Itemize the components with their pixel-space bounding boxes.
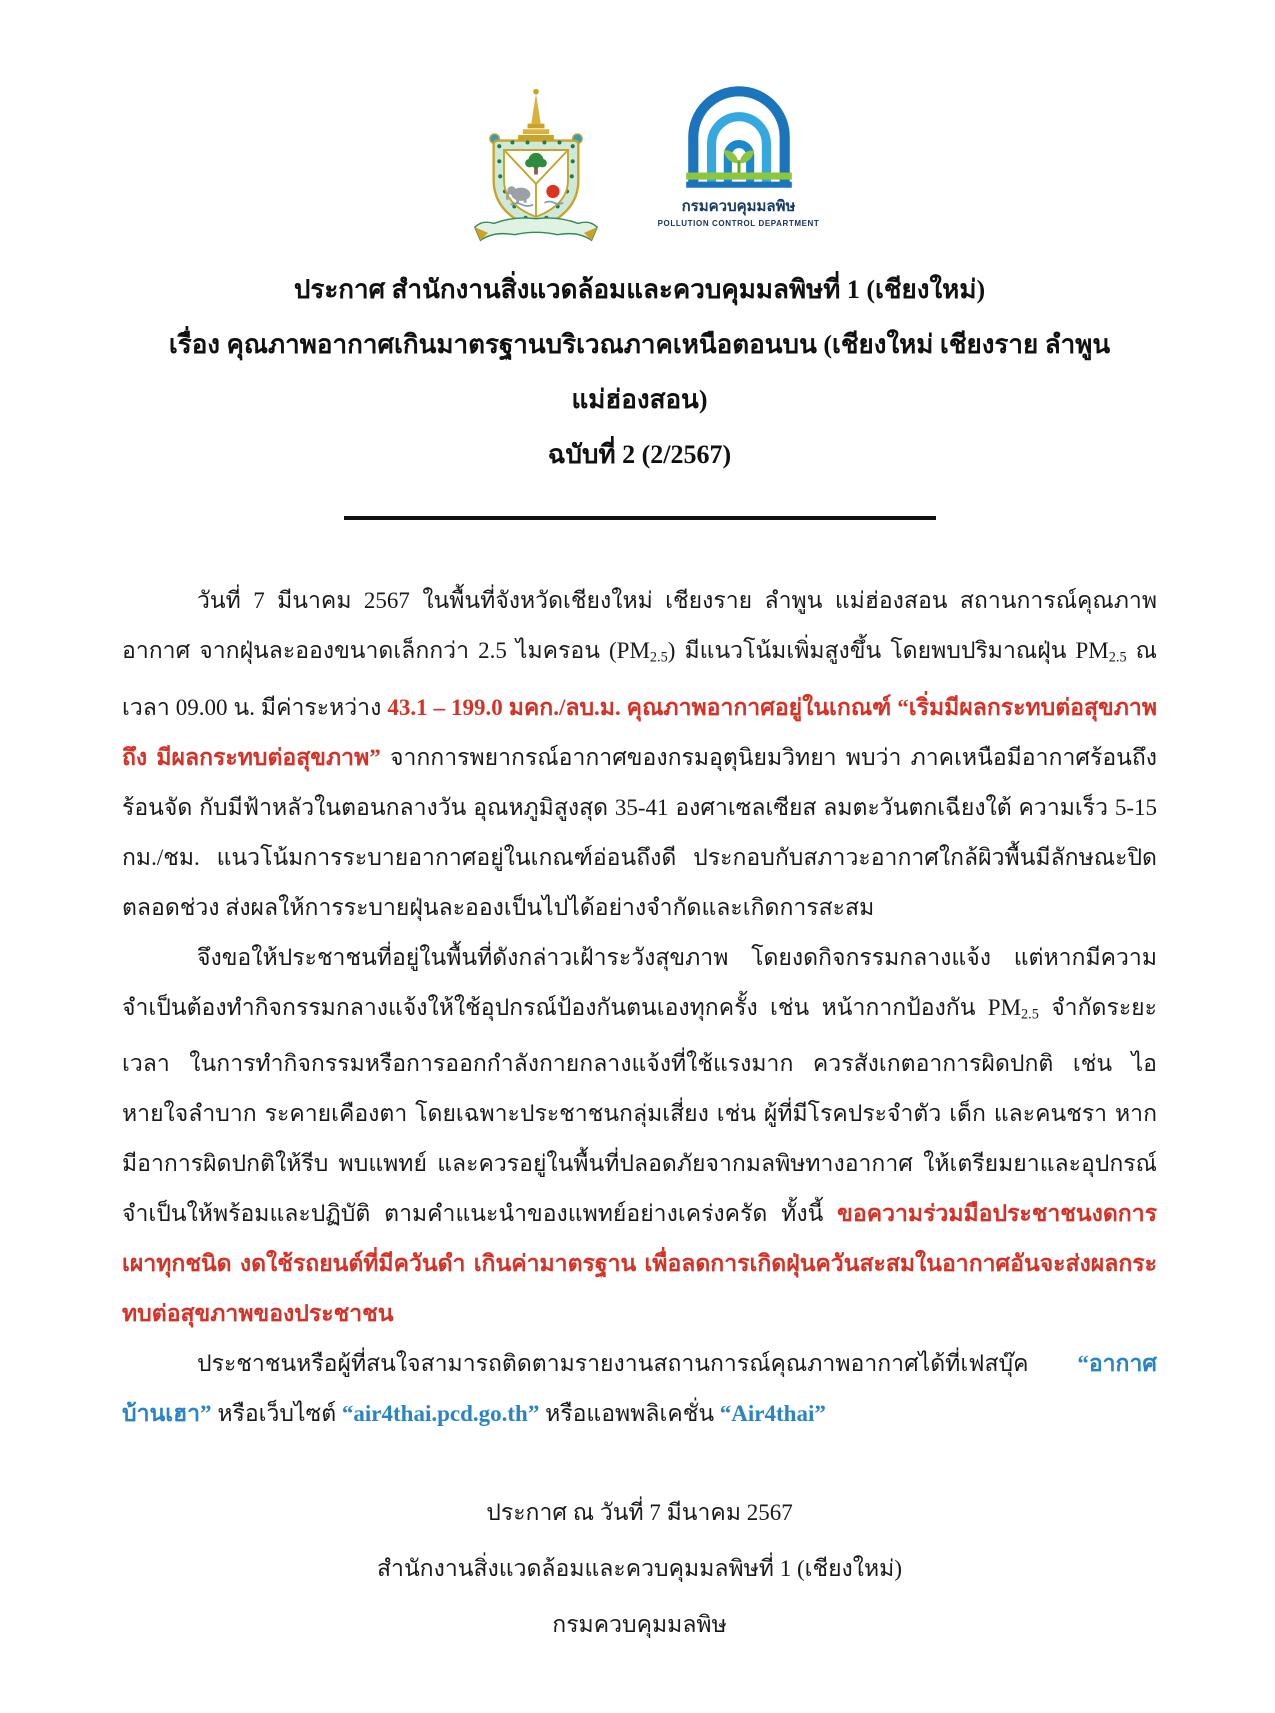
footer-date-line: ประกาศ ณ วันที่ 7 มีนาคม 2567 — [486, 1500, 793, 1526]
title-line-2: เรื่อง คุณภาพอากาศเกินมาตรฐานบริเวณภาคเหนือตอนบน (เชียงใหม่ เชียงราย ลำพูน แม่ฮ่องสอน) — [168, 330, 1111, 414]
burning-ban-emphasis: ขอความร่วมมือประชาชนงดการเผาทุกชนิด งดใช้รถยนต์ที่มีควันดำ เกินค่ามาตรฐาน เพื่อลดการเกิดฝุ่นควันสะสมในอากาศอันจะส่งผลกระทบต่อสุขภาพของประชาชน — [122, 1201, 1157, 1327]
pollution-control-department-logo — [659, 86, 819, 228]
facebook-page-link[interactable]: “อากาศบ้านเฮา” — [122, 1351, 1157, 1427]
announcement-footer — [122, 1485, 1157, 1653]
announcement-body — [122, 576, 1157, 1439]
footer-office-line: สำนักงานสิ่งแวดล้อมและควบคุมมลพิษที่ 1 (เชียงใหม่) — [377, 1556, 902, 1582]
header-logos — [122, 86, 1157, 246]
air4thai-app-link[interactable]: “Air4thai” — [719, 1401, 826, 1427]
pm25-subscript: 2.5 — [649, 649, 668, 666]
title-divider-rule — [344, 516, 936, 520]
title-line-3: ฉบับที่ 2 (2/2567) — [547, 440, 732, 469]
title-line-1: ประกาศ สำนักงานสิ่งแวดล้อมและควบคุมมลพิษที่ 1 (เชียงใหม่) — [293, 275, 986, 304]
environment-office-crest-icon — [461, 86, 611, 246]
paragraph-advice: จึงขอให้ประชาชนที่อยู่ในพื้นที่ดังกล่าวเฝ้าระวังสุขภาพ โดยงดกิจกรรมกลางแจ้ง แต่หากมีความ จำเป็นต้องทำกิจกรรมกลางแจ้งให้ใช้อุปกรณ์ป้องกันตนเองทุกครั้ง เช่น หน้ากากป้องกัน $PM_{2.5}$ จำกัดระยะเวลา ในการทำกิจกรรมหรือการออกกำลังกายกลางแจ้งที่ใช้แรงมาก ควรสังเกตอาการผิดปกติ เช่น ไอ หายใจลำบาก ระคายเคืองตา โดยเฉพาะประชาชนกลุ่มเสี่ยง เช่น ผู้ที่มีโรคประจำตัว เด็ก และคนชรา หากมีอาการผิดปกติให้รีบ พบแพทย์ และควรอยู่ในพื้นที่ปลอดภัยจากมลพิษทางอากาศ ให้เตรียมยาและอุปกรณ์จำเป็นให้พร้อมและปฏิบัติ ตามคำแนะนำของแพทย์อย่างเคร่งครัด ทั้งนี้ ขอความร่วมมือประชาชนงดการเผาทุกชนิด งดใช้รถยนต์ที่มีควันดำ เกินค่ามาตรฐาน เพื่อลดการเกิดฝุ่นควันสะสมในอากาศอันจะส่งผลกระทบต่อสุขภาพของประชาชน — [122, 944, 1157, 1327]
aqi-range-emphasis: 43.1 – 199.0 มคก./ลบ.ม. คุณภาพอากาศอยู่ในเกณฑ์ “เริ่มมีผลกระทบต่อสุขภาพ ถึง มีผลกระทบต่อสุขภาพ” — [122, 694, 1157, 770]
paragraph-situation: วันที่ 7 มีนาคม 2567 ในพื้นที่จังหวัดเชียงใหม่ เชียงราย ลำพูน แม่ฮ่องสอน สถานการณ์คุณภาพอากาศ จากฝุ่นละอองขนาดเล็กกว่า 2.5 ไมครอน $(PM_{2.5})$ มีแนวโน้มเพิ่มสูงขึ้น โดยพบปริมาณฝุ่น $PM_{2.5}$ ณ เวลา 09.00 น. มีค่าระหว่าง 43.1 – 199.0 มคก./ลบ.ม. คุณภาพอากาศอยู่ในเกณฑ์ “เริ่มมีผลกระทบต่อสุขภาพ ถึง มีผลกระทบต่อสุขภาพ” จากการพยากรณ์อากาศของกรมอุตุนิยมวิทยา พบว่า ภาคเหนือมีอากาศร้อนถึงร้อนจัด กับมีฟ้าหลัวในตอนกลางวัน อุณหภูมิสูงสุด 35-41 องศาเซลเซียส ลมตะวันตกเฉียงใต้ ความเร็ว 5-15 กม./ชม. แนวโน้มการระบายอากาศอยู่ในเกณฑ์อ่อนถึงดี ประกอบกับสภาวะอากาศใกล้ผิวพื้นมีลักษณะปิดตลอดช่วง ส่งผลให้การระบายฝุ่นละอองเป็นไปได้อย่างจำกัดและเกิดการสะสม — [122, 588, 1158, 920]
pm25-subscript: 2.5 — [1108, 649, 1127, 666]
pcd-arches-icon — [673, 86, 805, 192]
announcement-title — [122, 262, 1157, 482]
paragraph-channels: ประชาชนหรือผู้ที่สนใจสามารถติดตามรายงานสถานการณ์คุณภาพอากาศได้ที่เฟสบุ๊ค “อากาศบ้านเฮา” หรือเว็บไซต์ “air4thai.pcd.go.th” หรือแอพพลิเคชั่น “Air4thai” — [122, 1351, 1157, 1427]
footer-department-line: กรมควบคุมมลพิษ — [552, 1612, 727, 1638]
pm25-subscript: 2.5 — [1021, 1006, 1039, 1023]
pcd-caption-thai: กรมควบคุมมลพิษ — [681, 198, 796, 215]
air4thai-website-link[interactable]: “air4thai.pcd.go.th” — [341, 1401, 540, 1427]
pcd-caption-english: POLLUTION CONTROL DEPARTMENT — [657, 219, 820, 228]
